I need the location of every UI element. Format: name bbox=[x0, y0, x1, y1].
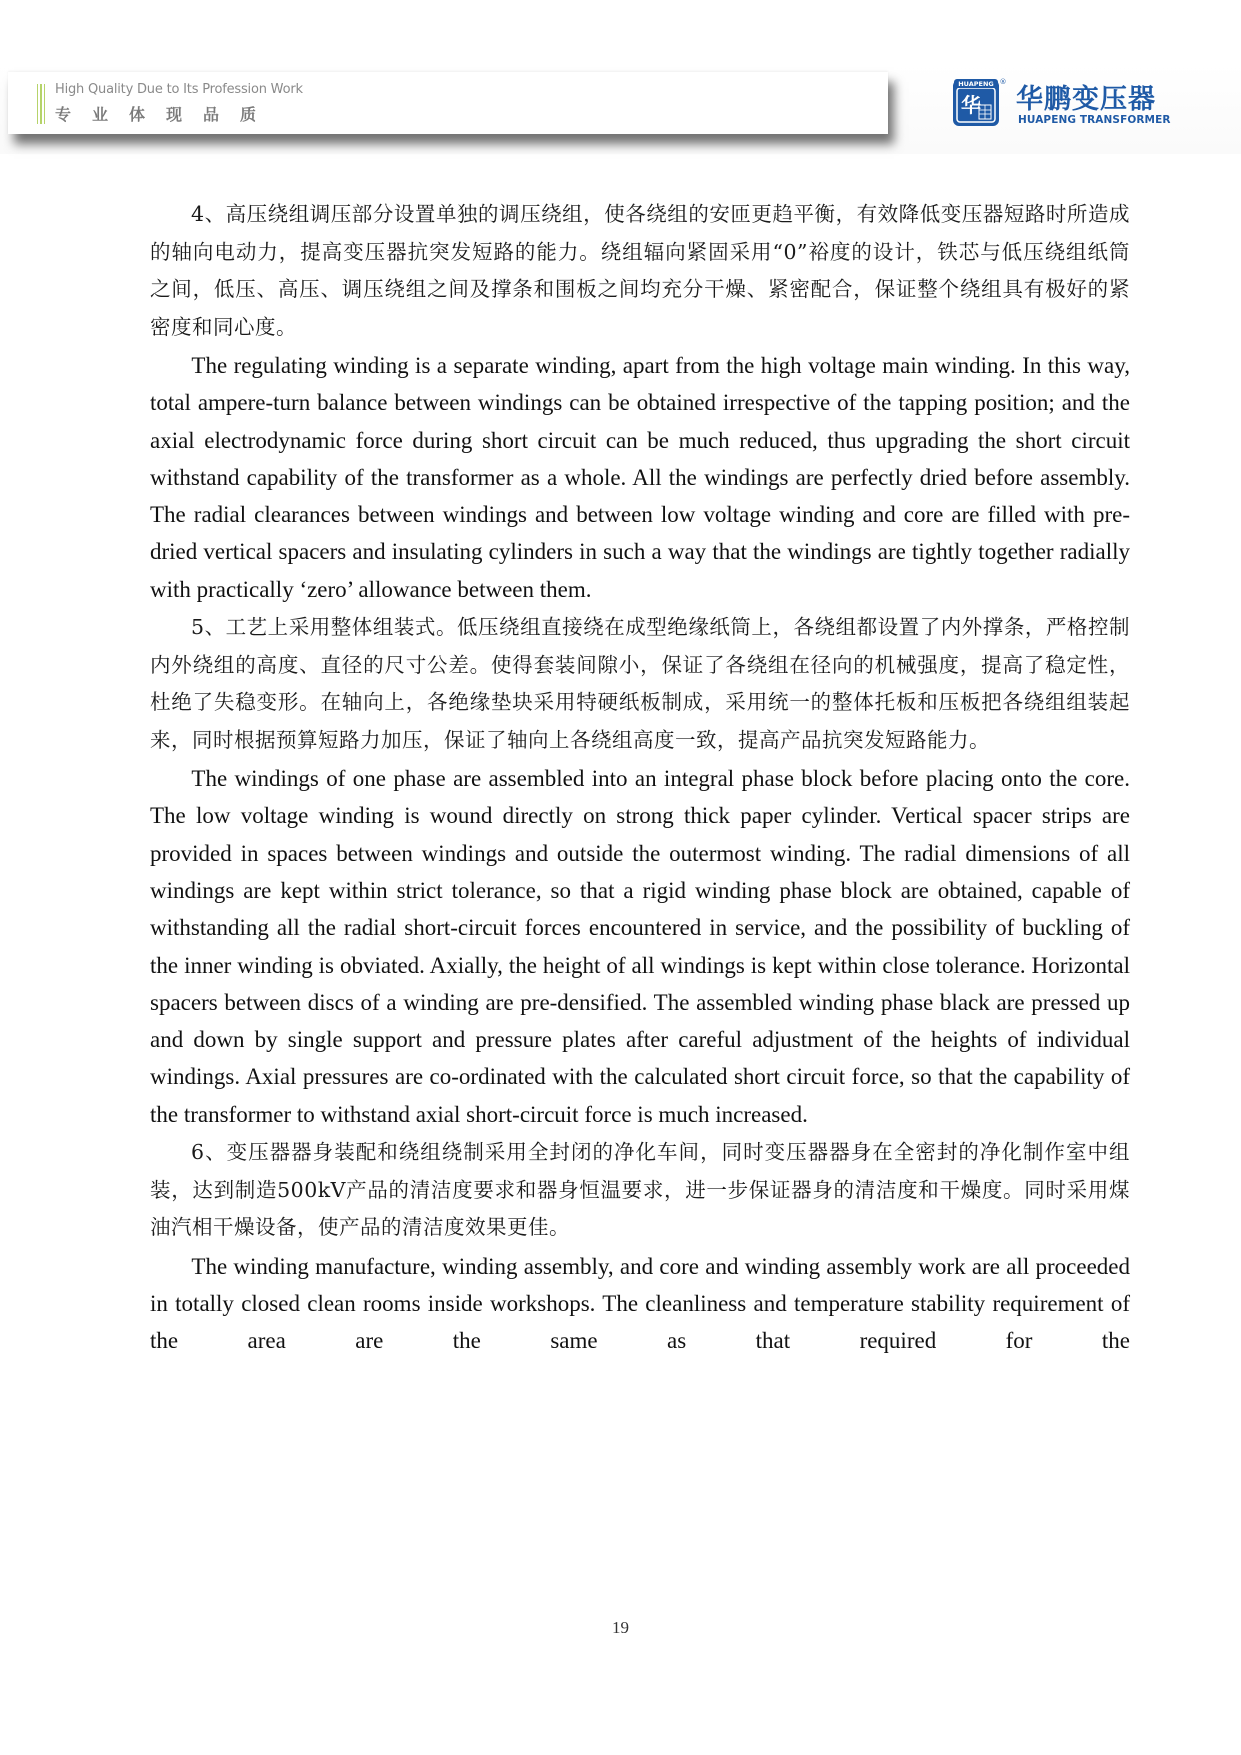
company-logo bbox=[950, 75, 1240, 135]
section-4-paragraph-en: The regulating winding is a separate winding, apart from the high voltage main winding. In this way, total ampere-turn balance between windings can be obtained irrespective of the tapping position; and the axial electrodynamic force during short circuit can be much reduced, thus upgrading the short circuit withstand capability of the transformer as a whole. All the windings are perfectly dried before assembly. The radial clearances between windings and between low voltage winding and core are filled with pre-dried vertical spacers and insulating cylinders in such a way that the windings are tightly together radially with practically ‘zero’ allowance between them. bbox=[150, 353, 1130, 602]
accent-stripe bbox=[37, 84, 38, 124]
huapeng-logo-icon bbox=[950, 75, 1008, 131]
accent-stripe bbox=[44, 84, 45, 124]
header-accent-stripes bbox=[37, 84, 45, 124]
logo-name-en: HUAPENG TRANSFORMER bbox=[1018, 114, 1171, 126]
logo-mark-glyph: 华 bbox=[961, 93, 981, 117]
document-body bbox=[150, 196, 1130, 1359]
header-tagline-en: High Quality Due to Its Profession Work bbox=[55, 82, 303, 97]
page-number: 19 bbox=[612, 1618, 629, 1637]
section-6-paragraph-en: The winding manufacture, winding assembly, and core and winding assembly work are all proceeded in totally closed clean rooms inside workshops. The cleanliness and temperature stability requirement of the area are the same as that required for the bbox=[150, 1253, 1130, 1354]
header-tagline-cn: 专业体现品质 bbox=[55, 105, 278, 124]
logo-mark-text: HUAPENG bbox=[958, 80, 994, 88]
registered-mark: ® bbox=[999, 78, 1007, 86]
section-6-paragraph-cn: 6、变压器器身装配和绕组绕制采用全封闭的净化车间，同时变压器器身在全密封的净化制作室中组装，达到制造500kV产品的清洁度要求和器身恒温要求，进一步保证器身的清洁度和干燥度。同时采用煤油汽相干燥设备，使产品的清洁度效果更佳。 bbox=[150, 1140, 1130, 1240]
logo-name-cn: 华鹏变压器 bbox=[1016, 84, 1156, 115]
section-5-paragraph-cn: 5、工艺上采用整体组装式。低压绕组直接绕在成型绝缘纸筒上，各绕组都设置了内外撑条，严格控制内外绕组的高度、直径的尺寸公差。使得套装间隙小，保证了各绕组在径向的机械强度，提高了稳定性，杜绝了失稳变形。在轴向上，各绝缘垫块采用特硬纸板制成，采用统一的整体托板和压板把各绕组组装起来，同时根据预算短路力加压，保证了轴向上各绕组高度一致，提高产品抗突发短路能力。 bbox=[150, 615, 1130, 752]
section-5-paragraph-en: The windings of one phase are assembled into an integral phase block before placing onto the core. The low voltage winding is wound directly on strong thick paper cylinder. Vertical spacer strips are provided in spaces between windings and outside the outermost winding. The radial dimensions of all windings are kept within strict tolerance, so that a rigid winding phase block are obtained, capable of withstanding all the radial short-circuit forces encountered in service, and the possibility of buckling of the inner winding is obviated. Axially, the height of all windings is kept within close tolerance. Horizontal spacers between discs of a winding are pre-densified. The assembled winding phase black are pressed up and down by single support and pressure plates after careful adjustment of the heights of individual windings. Axial pressures are co-ordinated with the calculated short circuit force, so that the capability of the transformer to withstand axial short-circuit force is much increased. bbox=[150, 766, 1130, 1127]
accent-stripe bbox=[40, 84, 41, 124]
section-4-paragraph-cn: 4、高压绕组调压部分设置单独的调压绕组，使各绕组的安匝更趋平衡，有效降低变压器短路时所造成的轴向电动力，提高变压器抗突发短路的能力。绕组辐向紧固采用“0”裕度的设计，铁芯与低压绕组纸筒之间，低压、高压、调压绕组之间及撑条和围板之间均充分干燥、紧密配合，保证整个绕组具有极好的紧密度和同心度。 bbox=[150, 202, 1130, 339]
